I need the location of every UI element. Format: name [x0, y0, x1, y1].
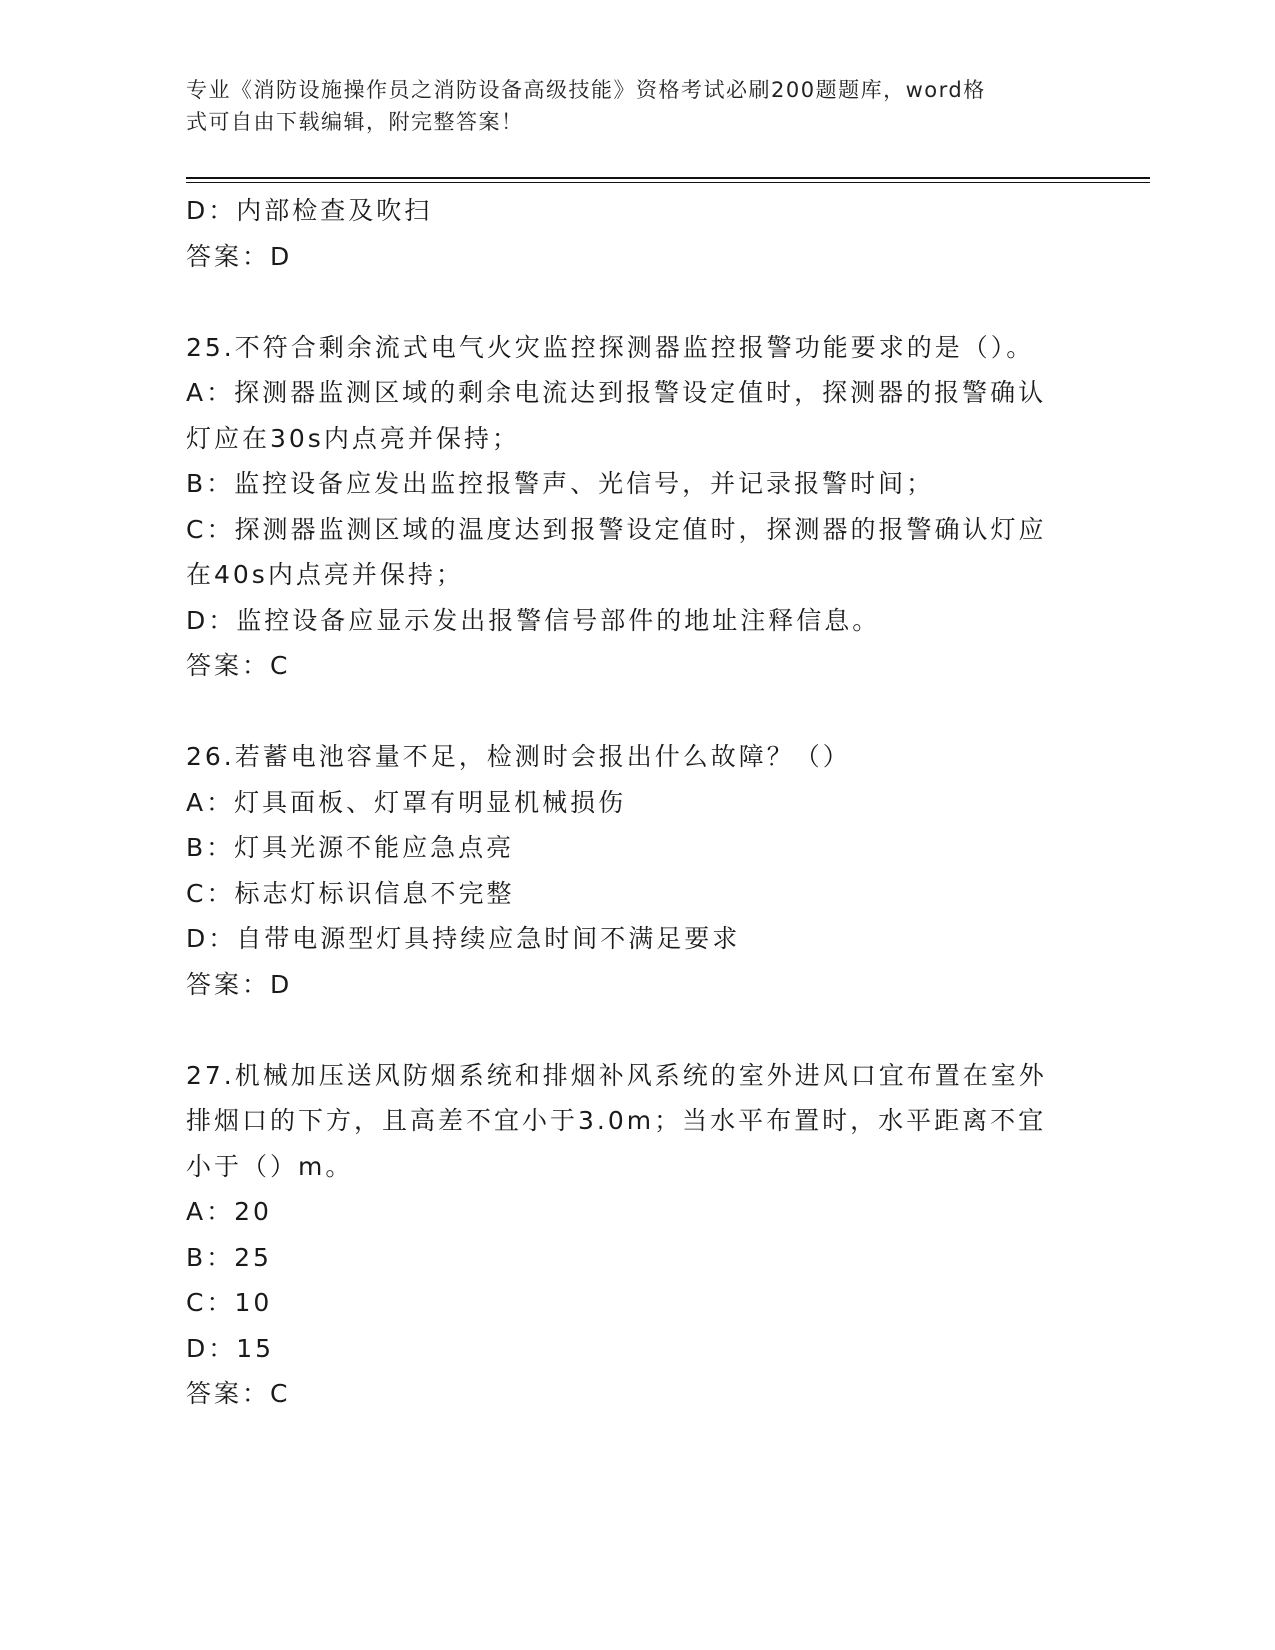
header-line-1: 专业《消防设施操作员之消防设备高级技能》资格考试必刷200题题库，word格: [186, 78, 986, 102]
question-content: [186, 188, 1066, 1417]
option-c: C：10: [186, 1288, 273, 1317]
spacer: [186, 1007, 1066, 1053]
option-b: B：监控设备应发出监控报警声、光信号，并记录报警时间；: [186, 469, 935, 498]
question-27: [186, 1053, 1066, 1417]
question-stem-continued: 排烟口的下方，且高差不宜小于3.0m；当水平布置时，水平距离不宜: [186, 1106, 1047, 1135]
option-a: A：探测器监测区域的剩余电流达到报警设定值时，探测器的报警确认: [186, 378, 1047, 407]
spacer: [186, 279, 1066, 325]
question-stem: 27.机械加压送风防烟系统和排烟补风系统的室外进风口宜布置在室外: [186, 1060, 1047, 1090]
question-stem: 25.不符合剩余流式电气火灾监控探测器监控报警功能要求的是（）。: [186, 332, 1035, 362]
answer-label: 答案：D: [186, 241, 293, 271]
header-divider-thick: [186, 177, 1150, 179]
question-26: [186, 734, 1066, 1007]
answer-label: 答案：C: [186, 1379, 291, 1408]
answer-label: 答案：D: [186, 969, 293, 999]
option-c-continued: 在40s内点亮并保持；: [186, 560, 464, 589]
option-d: D：自带电源型灯具持续应急时间不满足要求: [186, 924, 741, 953]
option-c: C：标志灯标识信息不完整: [186, 878, 515, 908]
option-b: B：25: [186, 1242, 272, 1272]
question-24-tail: [186, 188, 1066, 279]
option-a: A：20: [186, 1197, 272, 1226]
option-a-continued: 灯应在30s内点亮并保持；: [186, 423, 520, 453]
question-stem-continued: 小于（）m。: [186, 1151, 354, 1181]
question-stem: 26.若蓄电池容量不足，检测时会报出什么故障？（）: [186, 742, 851, 771]
option-d: D：15: [186, 1333, 275, 1363]
option-c: C：探测器监测区域的温度达到报警设定值时，探测器的报警确认灯应: [186, 514, 1047, 544]
option-d: D：监控设备应显示发出报警信号部件的地址注释信息。: [186, 605, 881, 635]
option-b: B：灯具光源不能应急点亮: [186, 833, 515, 862]
answer-label: 答案：C: [186, 651, 291, 680]
spacer: [186, 689, 1066, 735]
question-25: [186, 325, 1066, 689]
header-line-2: 式可自由下载编辑，附完整答案！: [186, 110, 524, 134]
header-divider-thin: [186, 182, 1150, 183]
option-d: D：内部检查及吹扫: [186, 196, 433, 225]
page-header: [186, 74, 1066, 138]
option-a: A：灯具面板、灯罩有明显机械损伤: [186, 787, 627, 817]
